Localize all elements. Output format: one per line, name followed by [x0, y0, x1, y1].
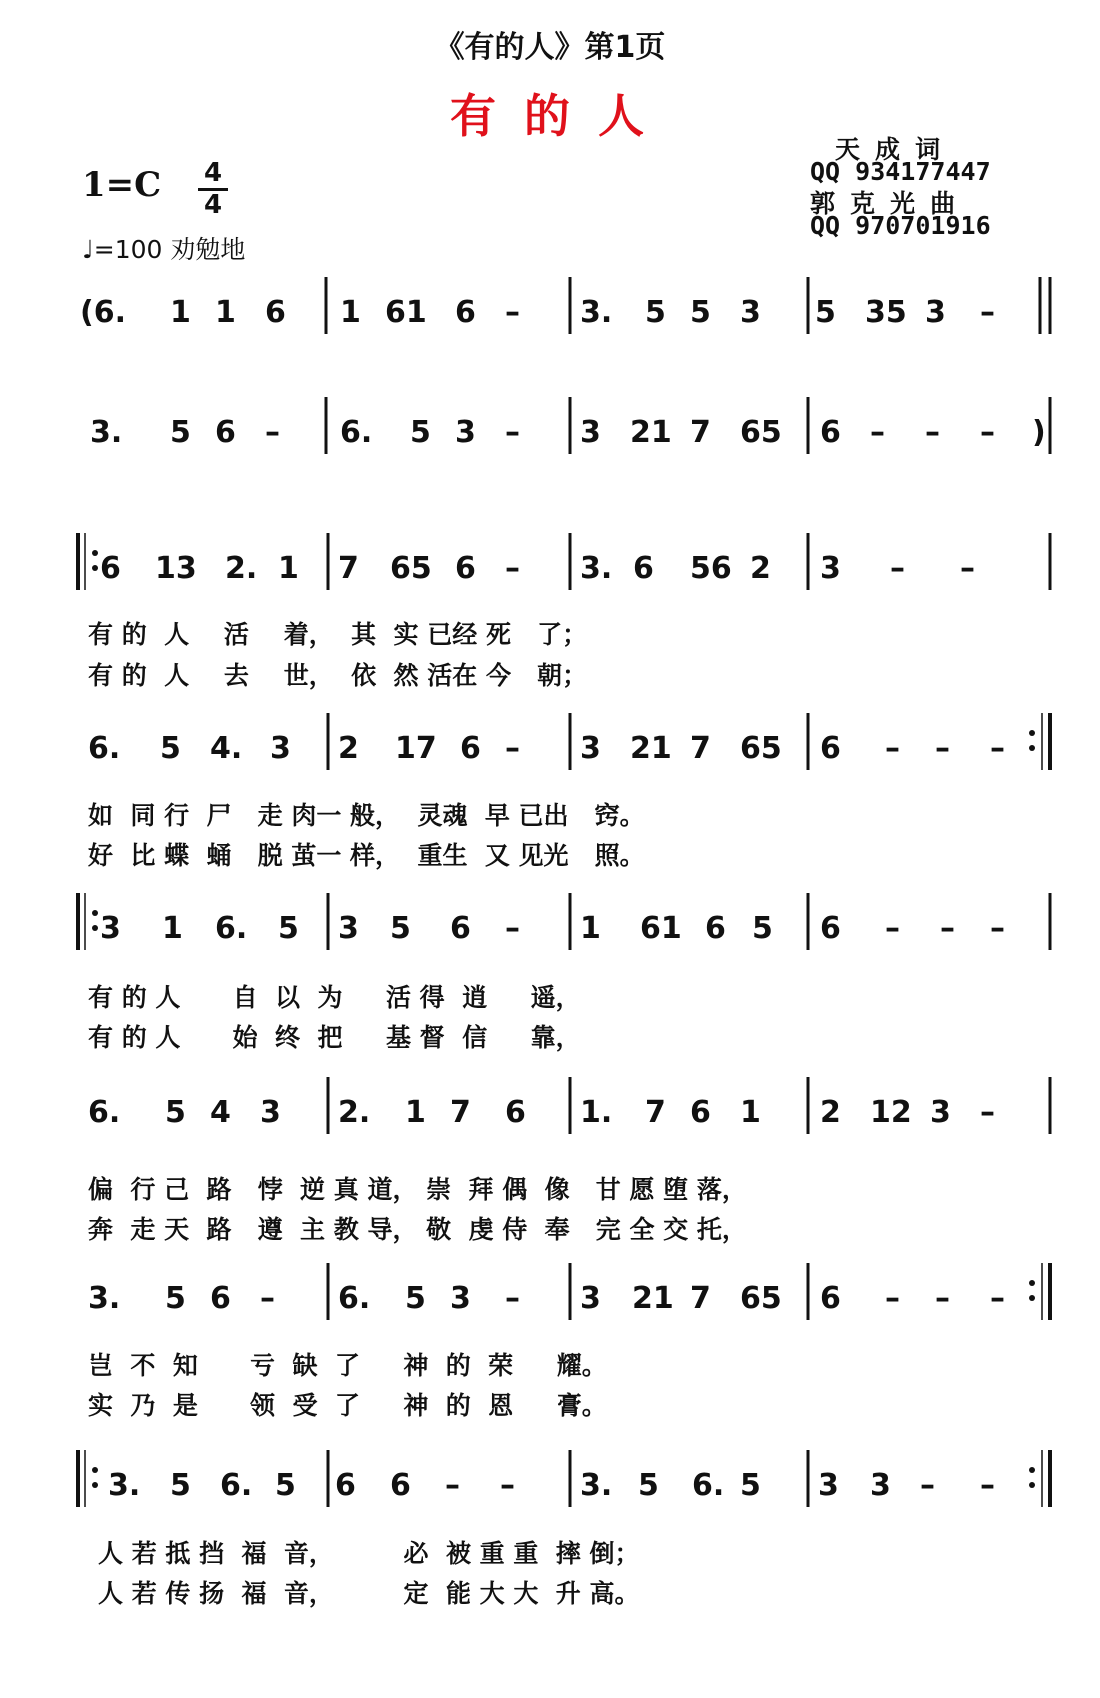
note: 2.: [338, 1095, 371, 1130]
note: 61: [385, 295, 427, 330]
note: 7: [338, 551, 359, 586]
note: 1: [580, 911, 601, 946]
note: 6: [820, 911, 841, 946]
dash-sustain: –: [925, 415, 940, 450]
note: 7: [690, 415, 711, 450]
note: 2.: [225, 551, 258, 586]
note: 3: [820, 551, 841, 586]
dash-sustain: –: [980, 1095, 995, 1130]
note: 5: [815, 295, 836, 330]
note: 6.: [215, 911, 248, 946]
composer-credit: 郭 克 光 曲: [810, 189, 956, 218]
note: 65: [740, 731, 782, 766]
dash-sustain: –: [980, 1468, 995, 1503]
note: 6.: [88, 731, 121, 766]
note: 6: [265, 295, 286, 330]
dash-sustain: –: [505, 295, 520, 330]
note: (6.: [80, 295, 126, 330]
dash-sustain: –: [935, 1281, 950, 1316]
note: 2: [750, 551, 771, 586]
lyric-line: 岂 不 知 亏 缺 了 神 的 荣 耀。: [88, 1351, 607, 1380]
note: 5: [165, 1281, 186, 1316]
dash-sustain: –: [960, 551, 975, 586]
note: 21: [630, 731, 672, 766]
note: 5: [170, 415, 191, 450]
lyric-line: 有 的 人 自 以 为 活 得 逍 遥，: [88, 983, 581, 1012]
repeat-dot: [92, 1467, 98, 1473]
dash-sustain: –: [260, 1281, 275, 1316]
note: 3: [100, 911, 121, 946]
note: 3: [925, 295, 946, 330]
page-title: 《有的人》第1页: [434, 30, 666, 65]
repeat-dot: [1029, 1280, 1035, 1286]
dash-sustain: –: [990, 731, 1005, 766]
dash-sustain: –: [500, 1468, 515, 1503]
repeat-dot: [92, 565, 98, 571]
note: 6.: [88, 1095, 121, 1130]
dash-sustain: –: [505, 731, 520, 766]
note: 2: [338, 731, 359, 766]
note: 5: [390, 911, 411, 946]
lyricist-credit: 天 成 词: [835, 135, 941, 164]
dash-sustain: –: [870, 415, 885, 450]
dash-sustain: –: [990, 1281, 1005, 1316]
repeat-dot: [92, 925, 98, 931]
note: 3: [740, 295, 761, 330]
note: 1: [740, 1095, 761, 1130]
lyric-line: 奔 走 天 路 遵 主 教 导， 敬 虔 侍 奉 完 全 交 托，: [88, 1215, 747, 1244]
note: 3.: [88, 1281, 121, 1316]
note: 1: [405, 1095, 426, 1130]
lyricist-qq: QQ 934177447: [810, 157, 991, 186]
note: 17: [395, 731, 437, 766]
time-signature-denominator: 4: [203, 190, 223, 220]
note: 5: [170, 1468, 191, 1503]
note: 5: [410, 415, 431, 450]
note: 3: [450, 1281, 471, 1316]
note: 6.: [338, 1281, 371, 1316]
note: 3: [580, 731, 601, 766]
repeat-dot: [1029, 1295, 1035, 1301]
dash-sustain: –: [920, 1468, 935, 1503]
note: 6: [820, 415, 841, 450]
note: 1: [215, 295, 236, 330]
note: 1: [162, 911, 183, 946]
note: 3: [930, 1095, 951, 1130]
note: 7: [450, 1095, 471, 1130]
repeat-dot: [1029, 730, 1035, 736]
note: 65: [740, 1281, 782, 1316]
note: 1: [340, 295, 361, 330]
repeat-dot: [1029, 745, 1035, 751]
repeat-dot: [1029, 1482, 1035, 1488]
note: 3: [870, 1468, 891, 1503]
note: 6: [455, 551, 476, 586]
note: 5: [160, 731, 181, 766]
dash-sustain: –: [940, 911, 955, 946]
dash-sustain: –: [445, 1468, 460, 1503]
note: 6: [455, 295, 476, 330]
dash-sustain: –: [890, 551, 905, 586]
note: 6: [690, 1095, 711, 1130]
note: 3: [270, 731, 291, 766]
note: 5: [740, 1468, 761, 1503]
note: 1: [278, 551, 299, 586]
note: ): [1032, 415, 1046, 450]
note: 3.: [580, 1468, 613, 1503]
lyric-line: 有 的 人 去 世， 依 然 活在 今 朝；: [88, 661, 588, 690]
tempo-marking: ♩=100 劝勉地: [82, 235, 246, 264]
note: 6: [450, 911, 471, 946]
note: 3.: [90, 415, 123, 450]
note: 5: [690, 295, 711, 330]
note: 3: [338, 911, 359, 946]
dash-sustain: –: [935, 731, 950, 766]
note: 6.: [340, 415, 373, 450]
dash-sustain: –: [980, 415, 995, 450]
note: 2: [820, 1095, 841, 1130]
key-signature: 1=C: [82, 165, 162, 205]
note: 4.: [210, 731, 243, 766]
note: 6: [215, 415, 236, 450]
dash-sustain: –: [505, 415, 520, 450]
lyric-line: 偏 行 己 路 悖 逆 真 道， 崇 拜 偶 像 甘 愿 堕 落，: [88, 1175, 747, 1204]
time-signature-numerator: 4: [203, 158, 223, 188]
dash-sustain: –: [265, 415, 280, 450]
note: 1: [170, 295, 191, 330]
note: 3: [580, 415, 601, 450]
note: 5: [275, 1468, 296, 1503]
note: 6.: [692, 1468, 725, 1503]
dash-sustain: –: [505, 911, 520, 946]
note: 7: [690, 731, 711, 766]
note: 5: [752, 911, 773, 946]
note: 3.: [580, 295, 613, 330]
note: 61: [640, 911, 682, 946]
note: 6: [820, 1281, 841, 1316]
repeat-dot: [1029, 1467, 1035, 1473]
note: 5: [638, 1468, 659, 1503]
repeat-dot: [92, 550, 98, 556]
note: 6: [820, 731, 841, 766]
dash-sustain: –: [990, 911, 1005, 946]
note: 4: [210, 1095, 231, 1130]
note: 1.: [580, 1095, 613, 1130]
note: 65: [740, 415, 782, 450]
note: 6: [390, 1468, 411, 1503]
note: 21: [630, 415, 672, 450]
repeat-dot: [92, 910, 98, 916]
note: 7: [645, 1095, 666, 1130]
note: 5: [645, 295, 666, 330]
note: 6: [460, 731, 481, 766]
lyric-line: 有 的 人 始 终 把 基 督 信 靠，: [88, 1023, 581, 1052]
composer-qq: QQ 970701916: [810, 211, 991, 240]
note: 13: [155, 551, 197, 586]
dash-sustain: –: [885, 911, 900, 946]
repeat-dot: [92, 1482, 98, 1488]
note: 6: [335, 1468, 356, 1503]
note: 21: [632, 1281, 674, 1316]
note: 35: [865, 295, 907, 330]
note: 3: [455, 415, 476, 450]
dash-sustain: –: [505, 1281, 520, 1316]
note: 6: [505, 1095, 526, 1130]
dash-sustain: –: [505, 551, 520, 586]
lyric-line: 如 同 行 尸 走 肉一 般， 灵魂 早 已出 窍。: [88, 801, 645, 830]
dash-sustain: –: [885, 1281, 900, 1316]
note: 6.: [220, 1468, 253, 1503]
note: 56: [690, 551, 732, 586]
note: 6: [633, 551, 654, 586]
note: 12: [870, 1095, 912, 1130]
lyric-line: 有 的 人 活 着， 其 实 已经 死 了；: [88, 620, 588, 649]
note: 5: [405, 1281, 426, 1316]
dash-sustain: –: [980, 295, 995, 330]
note: 3: [260, 1095, 281, 1130]
lyric-line: 人 若 传 扬 福 音， 定 能 大 大 升 高。: [98, 1579, 640, 1608]
note: 3: [818, 1468, 839, 1503]
lyric-line: 实 乃 是 领 受 了 神 的 恩 膏。: [88, 1391, 607, 1420]
note: 7: [690, 1281, 711, 1316]
song-title: 有 的 人: [449, 89, 651, 143]
note: 6: [210, 1281, 231, 1316]
lyric-line: 好 比 蝶 蛹 脱 茧一 样， 重生 又 见光 照。: [88, 841, 645, 870]
note: 5: [278, 911, 299, 946]
dash-sustain: –: [885, 731, 900, 766]
note: 6: [705, 911, 726, 946]
note: 3.: [108, 1468, 141, 1503]
note: 6: [100, 551, 121, 586]
note: 65: [390, 551, 432, 586]
note: 3.: [580, 551, 613, 586]
note: 5: [165, 1095, 186, 1130]
note: 3: [580, 1281, 601, 1316]
lyric-line: 人 若 抵 挡 福 音， 必 被 重 重 摔 倒；: [98, 1539, 640, 1568]
